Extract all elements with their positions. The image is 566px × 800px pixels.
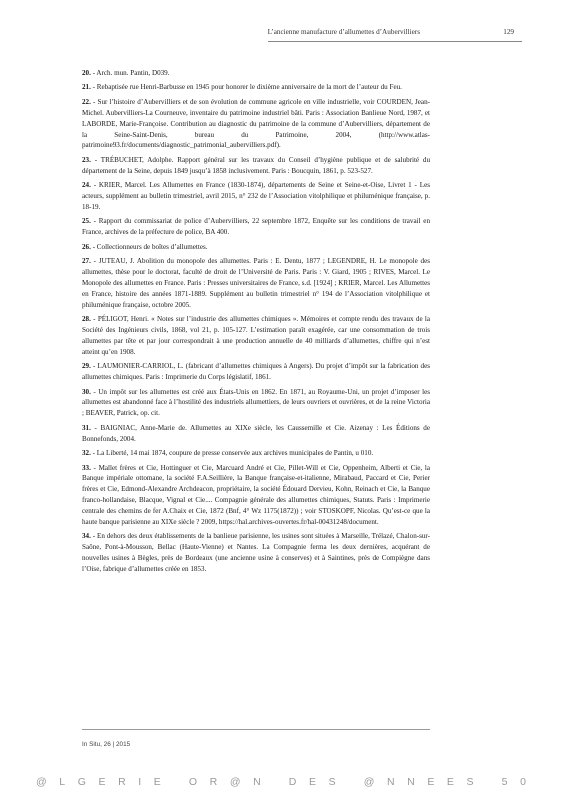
endnotes-list [82,68,430,579]
endnote-number: 33. [82,463,91,472]
endnote [82,216,430,238]
endnote-number: 34. [82,532,91,541]
endnote-text: - Rapport du commissariat de police d’Aubervilliers, 22 septembre 1872, Enquête sur les conditions de travail en France, archives de la préfecture de police, BA 400. [82,217,430,237]
endnote-text: - Mallet frères et Cie, Hottinguer et Cie, Marcuard André et Cie, Pillet-Will et Cie, Oppenheim, Alberti et Cie, la Banque impériale ottomane, la société F.A.Seillière, la Banque française-et-italienne, Mirabaud, Paccard et Cie, Perier frères et Cie, Edmond-Alexandre Archdeacon, propriétaire, la société Édouard Dervieu, Kohn, Reinach et Cie, la Banque franco-hollandaise, Blacque, Vignal et Cie.... Compagnie générale des allumettes chimiques, Statuts. Paris : Imprimerie centrale des chemins de fer A.Chaix et Cie, 1872 (Bnf, 4° Wz 1175(1872)) ; voir STOSKOPF, Nicolas. Qu’est-ce que la haute banque parisienne au XIXe siècle ? 2009, https://hal.archives-ouvertes.fr/hal-00431248/document. [82,463,430,527]
running-title: L’ancienne manufacture d’allumettes d’Aubervilliers [267,28,420,36]
endnote [82,361,430,383]
endnote-number: 27. [82,257,91,266]
running-header [0,28,566,42]
endnote-text: - BAIGNIAC, Anne-Marie de. Allumettes au XIXe siècle, les Caussemille et Cie. Aizenay : Les Éditions de Bonnefonds, 2004. [82,423,430,443]
endnote [82,423,430,445]
endnote-text: - TRÉBUCHET, Adolphe. Rapport général sur les travaux du Conseil d’hygiène publique et de salubrité du département de la Seine, depuis 1849 jusqu’à 1858 inclusivement. Paris : Boucquin, 1861, p. 523-527. [82,155,430,175]
endnote [82,180,430,213]
endnote-number: 29. [82,362,91,371]
header-rule [268,41,522,42]
journal-footer: In Situ, 26 | 2015 [82,741,131,748]
endnote-number: 24. [82,181,91,190]
page-number: 129 [503,28,514,36]
endnote-number: 20. [82,69,91,77]
endnote [82,314,430,358]
footer-rule [82,729,430,730]
endnote [82,256,430,311]
endnote [82,531,430,575]
endnote [82,448,430,459]
endnote-number: 31. [82,423,91,432]
endnote [82,387,430,420]
endnote-number: 21. [82,83,91,92]
endnote-number: 25. [82,217,91,226]
endnote-text: - En dehors des deux établissements de la banlieue parisienne, les usines sont situées à Marseille, Trélazé, Chalon-sur-Saône, Pont-à-Mousson, Bellac (Haute-Vienne) et Nantes. La Compagnie ferma les deux dernières, acquérant de nouvelles usines à Bègles, près de Bordeaux (une ancienne usine à conserves) et à Saintines, près de Compiègne dans l’Oise, fabrique d’allumettes créée en 1853. [82,532,430,574]
endnote-number: 23. [82,155,91,164]
endnote [82,82,430,93]
endnote-number: 26. [82,242,91,251]
watermark-text: @LGERIE OR@N DES @NNEES 50 [36,776,539,788]
endnote-text: - La Liberté, 14 mai 1874, coupure de presse conservée aux archives municipales de Pantin, u 010. [90,449,374,458]
endnote-text: - LAUMONIER-CARRIOL, L. (fabricant d’allumettes chimiques à Angers). Du projet d’impôt sur la fabrication des allumettes chimiques. Paris : Imprimerie du Corps législatif, 1861. [82,362,430,382]
endnote-text: - Arch. mun. Pantin, D039. [90,69,170,77]
endnote-text: - JUTEAU, J. Abolition du monopole des allumettes. Paris : E. Dentu, 1877 ; LEGENDRE, H. Le monopole des allumettes, thèse pour le doctorat, faculté de droit de l’Université de Paris. Paris : V. Giard, 1905 ; RIVES, Marcel. Le Monopole des allumettes en France. Paris : Presses universitaires de France, s.d. [1924] ; KRIER, Marcel. Les Allumettes en France, histoire des années 1871-1889. Supplément au bulletin trimestriel n° 194 de l’Association vitolphilique et philuménique française, octobre 2005. [82,257,430,309]
endnote-text: - KRIER, Marcel. Les Allumettes en France (1830-1874), départements de Seine et Seine-et-Oise, Livret 1 - Les acteurs, supplément au bulletin trimestriel, avril 2015, n° 232 de l’Association vitolphilique et philuménique française, p. 18-19. [82,181,430,211]
endnote-number: 30. [82,387,91,396]
endnote-text: - Collectionneurs de boîtes d’allumettes. [90,242,208,251]
endnote [82,242,430,253]
endnote-text: - Un impôt sur les allumettes est créé aux États-Unis en 1862. En 1871, au Royaume-Uni, un projet d’imposer les allumettes est abandonné face à l’hostilité des industriels allumettiers, de leurs ouvriers et ouvrières, et de la reine Victoria ; BEAVER, Patrick, op. cit. [82,387,430,418]
endnote-text: - Rebaptisée rue Henri-Barbusse en 1945 pour honorer le dixième anniversaire de la mort de l’auteur du Feu. [90,83,402,92]
endnote-number: 32. [82,449,91,458]
endnote [82,68,430,79]
endnote-text: - PÉLIGOT, Henri. « Notes sur l’industrie des allumettes chimiques ». Mémoires et compte rendu des travaux de la Société des Ingénieurs civils, 1868, vol 21, p. 105-127. L’estimation paraît exagérée, car une consommation de trois allumettes par tête et par jour correspondrait à une production annuelle de 40 milliards d’allumettes, chiffre qui n’est atteint qu’en 1908. [82,315,430,356]
endnote-number: 28. [82,315,91,324]
endnote-text: - Sur l’histoire d’Aubervilliers et de son évolution de commune agricole en ville industrielle, voir COURDEN, Jean-Michel. Aubervilliers-La Courneuve, inventaire du patrimoine industriel bâti. Paris : Association Banlieue Nord, 1987, et LABORDE, Marie-Françoise. Contribution au diagnostic du patrimoine de la commune d’Aubervilliers, département de la Seine-Saint-Denis, bureau du Patrimoine, 2004, (http://www.atlas-patrimoine93.fr/documents/diagnostic_patrimonial_aubervilliers.pdf). [82,97,430,150]
endnote [82,155,430,177]
endnote [82,463,430,528]
endnote-number: 22. [82,97,91,106]
endnote [82,97,430,152]
